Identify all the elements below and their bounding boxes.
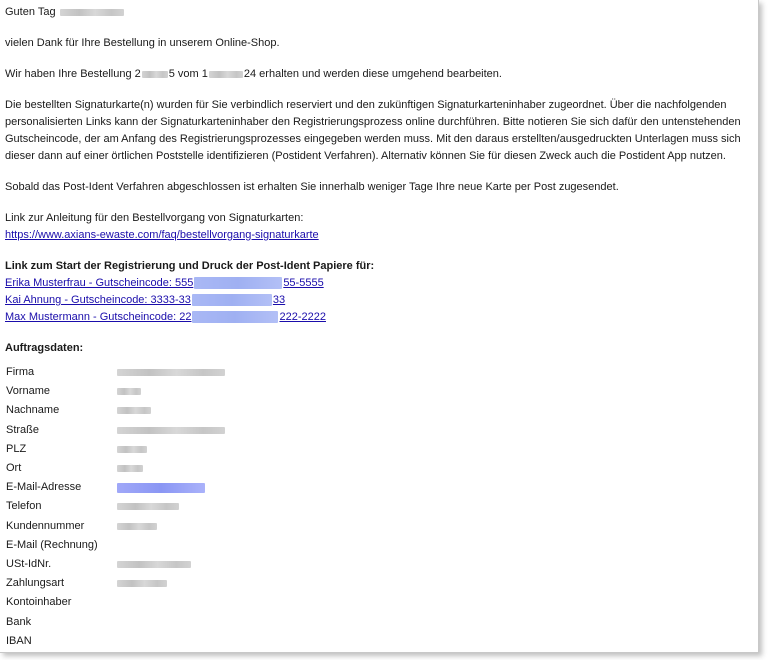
- table-row: [5, 459, 755, 478]
- redacted-value: [117, 388, 141, 395]
- table-row: [5, 421, 755, 440]
- order-text-1: Wir haben Ihre Bestellung 2: [5, 68, 141, 80]
- field-label: Bank: [6, 615, 32, 628]
- order-line: [5, 66, 755, 83]
- table-row: [5, 555, 755, 574]
- redacted-order-number: [142, 71, 168, 78]
- table-row: [5, 536, 755, 555]
- redacted-value: [117, 407, 151, 414]
- signature-paragraph: Die bestellten Signaturkarte(n) wurden für Sie verbindlich reserviert und den zukünftigen Signaturkarteninhaber zugeordnet. Über die nachfolgenden personalisierten Links kann der Signaturkarteninhaber den Registrierungsprozess online durchführen. Bitte notieren Sie sich dafür den untenstehenden Gutscheincode, der am Anfang des Registrierungsprozesses eingegeben werden muss. Mit den daraus erstellten/ausgedruckten Unterlagen muss sich dieser dann auf einer örtlichen Poststelle identifizieren (Postident Verfahren). Alternativ können Sie für diesen Zweck auch die Postident App nutzen.: [5, 99, 741, 162]
- table-row: [5, 401, 755, 420]
- table-row: [5, 574, 755, 593]
- table-row: [5, 440, 755, 459]
- table-row: [5, 612, 755, 631]
- field-label: E-Mail-Adresse: [6, 481, 82, 494]
- redacted-value: [117, 580, 167, 587]
- table-row: [5, 593, 755, 612]
- redacted-value: [117, 523, 157, 530]
- field-label: Vorname: [6, 385, 51, 398]
- field-label: Telefon: [6, 500, 42, 513]
- postident-paragraph: Sobald das Post-Ident Verfahren abgeschlossen ist erhalten Sie innerhalb weniger Tage Ihre neue Karte per Post zugesendet.: [5, 181, 619, 193]
- redacted-value: [117, 427, 225, 434]
- redacted-value: [117, 465, 143, 472]
- registration-link-erika[interactable]: Erika Musterfrau - Gutscheincode: 555 55-5555: [5, 277, 324, 289]
- table-row: [5, 497, 755, 516]
- field-label: Straße: [6, 423, 40, 436]
- redacted-value: [117, 561, 191, 568]
- field-label: Ort: [6, 462, 22, 475]
- order-text-2: 5 vom 1: [168, 68, 208, 80]
- greeting-line: [5, 4, 755, 21]
- redacted-name: [60, 9, 124, 16]
- email-content: [5, 4, 755, 651]
- redacted-value: [117, 503, 179, 510]
- registration-link-kai[interactable]: Kai Ahnung - Gutscheincode: 3333-33 33: [5, 294, 286, 306]
- field-label: E-Mail (Rechnung): [6, 538, 98, 551]
- table-row: [5, 517, 755, 536]
- field-label: USt-IdNr.: [6, 557, 52, 570]
- redacted-value: [117, 369, 225, 376]
- order-data-table: [5, 363, 755, 651]
- order-data-heading: Auftragsdaten:: [5, 342, 84, 354]
- guide-label: Link zur Anleitung für den Bestellvorgang von Signaturkarten:: [5, 212, 304, 224]
- registration-heading: Link zum Start der Registrierung und Druck der Post-Ident Papiere für:: [5, 260, 375, 272]
- order-text-3: 24 erhalten und werden diese umgehend bearbeiten.: [243, 68, 502, 80]
- redacted-order-date: [209, 71, 243, 78]
- intro-text: vielen Dank für Ihre Bestellung in unserem Online-Shop.: [5, 37, 280, 49]
- registration-link-max[interactable]: Max Mustermann - Gutscheincode: 22 222-2222: [5, 311, 326, 323]
- field-label: Nachname: [6, 404, 60, 417]
- field-label: Firma: [6, 366, 35, 379]
- greeting-text: Guten Tag: [5, 6, 56, 18]
- field-label: PLZ: [6, 442, 27, 455]
- redacted-value: [117, 446, 147, 453]
- table-row: [5, 363, 755, 382]
- redacted-email-link[interactable]: [117, 483, 205, 493]
- table-row: [5, 478, 755, 497]
- field-label: Kontoinhaber: [6, 596, 72, 609]
- table-row: [5, 382, 755, 401]
- guide-link[interactable]: https://www.axians-ewaste.com/faq/bestellvorgang-signaturkarte: [5, 229, 319, 241]
- table-row: [5, 632, 755, 651]
- field-label: IBAN: [6, 634, 32, 647]
- field-label: Kundennummer: [6, 519, 85, 532]
- field-label: Zahlungsart: [6, 577, 65, 590]
